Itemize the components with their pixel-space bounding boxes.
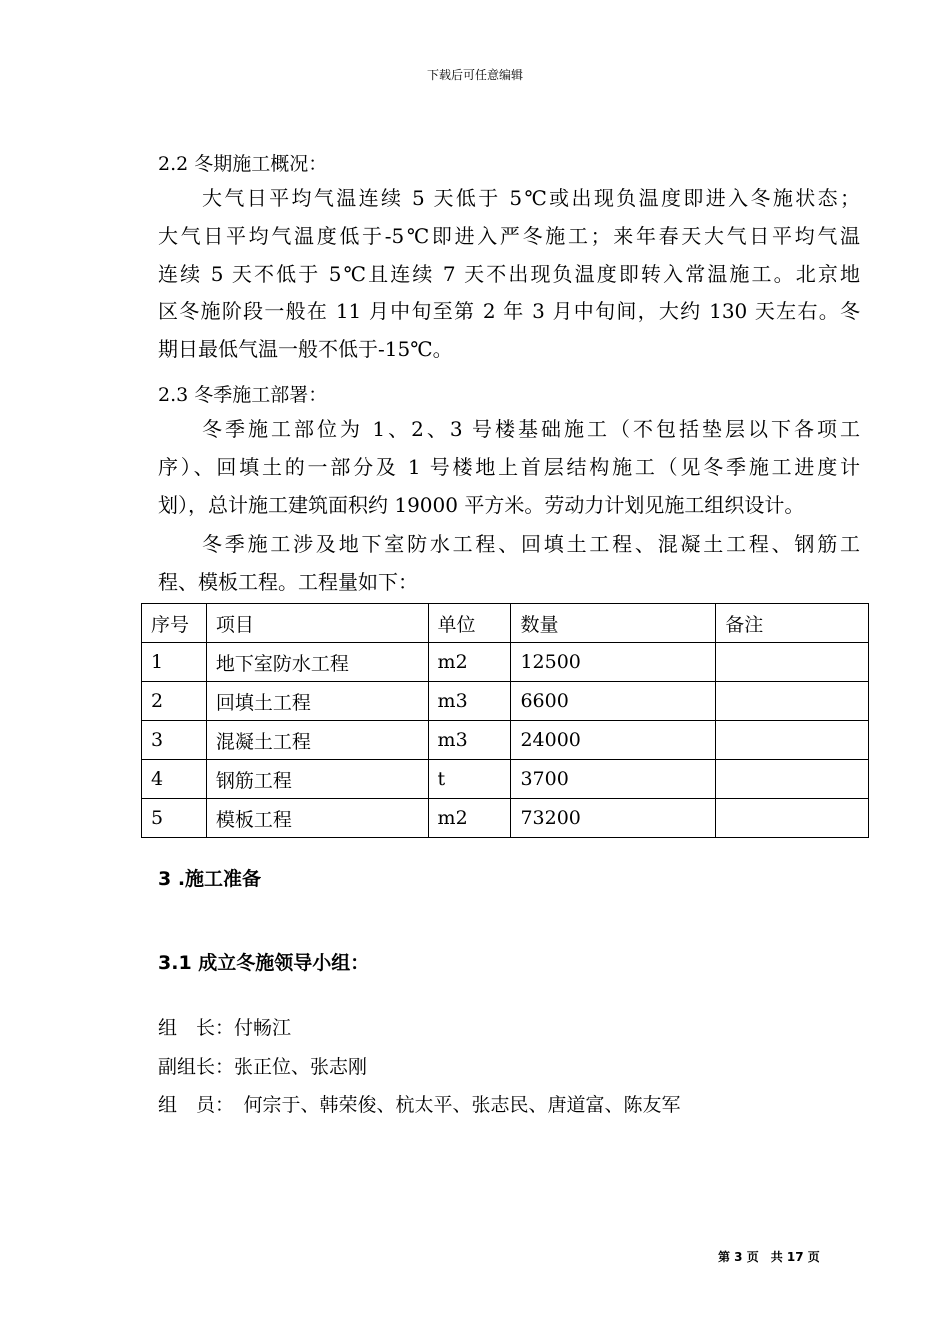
page-footer: 第 3 页 共 17 页 (718, 1250, 820, 1264)
table-cell: 模板工程 (206, 799, 428, 838)
paragraph-line: 区冬施阶段一般在 11 月中旬至第 2 年 3 月中旬间，大约 130 天左右。冬 (158, 299, 860, 324)
paragraph-line: 程、模板工程。工程量如下： (158, 569, 418, 594)
header-cell: 单位 (428, 604, 511, 643)
section-3-1-heading: 3.1 成立冬施领导小组： (158, 952, 370, 974)
header-cell: 数量 (511, 604, 716, 643)
table-cell: 3700 (511, 760, 716, 799)
page-header: 下载后可任意编辑 (426, 68, 523, 82)
section-2-3-paragraph-2 (158, 526, 860, 602)
team-deputy: 副组长：张正位、张志刚 (158, 1056, 368, 1078)
header-cell: 序号 (142, 604, 207, 643)
paragraph-line: 划），总计施工建筑面积约 19000 平方米。劳动力计划见施工组织设计。 (158, 492, 805, 517)
paragraph-line: 大气日平均气温连续 5 天低于 5℃或出现负温度即进入冬施状态； (202, 186, 860, 210)
table-row (142, 760, 869, 799)
table-cell: 6600 (511, 682, 716, 721)
paragraph-line: 序）、回填土的一部分及 1 号楼地上首层结构施工（见冬季施工进度计 (158, 454, 860, 479)
paragraph-line: 冬季施工涉及地下室防水工程、回填土工程、混凝土工程、钢筋工 (202, 532, 860, 556)
table-cell: m3 (428, 721, 511, 760)
table-cell: 1 (142, 643, 207, 682)
table-cell: m2 (428, 799, 511, 838)
table-cell: 3 (142, 721, 207, 760)
table-row (142, 799, 869, 838)
table-cell: 混凝土工程 (206, 721, 428, 760)
section-3-heading: 3 .施工准备 (158, 868, 262, 890)
table-cell: m3 (428, 682, 511, 721)
paragraph-line: 冬季施工部位为 1、2、3 号楼基础施工（不包括垫层以下各项工 (202, 417, 860, 441)
table-cell: t (428, 760, 511, 799)
table-row (142, 682, 869, 721)
section-2-3-paragraph-1 (158, 411, 860, 524)
header-cell: 项目 (206, 604, 428, 643)
section-2-3-heading: 2.3 冬季施工部署： (158, 384, 328, 406)
table-cell: 回填土工程 (206, 682, 428, 721)
table-row (142, 643, 869, 682)
table-cell (716, 760, 869, 799)
quantity-table (141, 603, 869, 838)
team-leader: 组 长：付畅江 (158, 1017, 292, 1039)
table-header-row (142, 604, 869, 643)
paragraph-line: 连续 5 天不低于 5℃且连续 7 天不出现负温度即转入常温施工。北京地 (158, 261, 860, 286)
table-cell (716, 682, 869, 721)
table-cell: 地下室防水工程 (206, 643, 428, 682)
paragraph-line: 期日最低气温一般不低于-15℃。 (158, 337, 453, 362)
table-cell: 5 (142, 799, 207, 838)
table-cell (716, 799, 869, 838)
table-row (142, 721, 869, 760)
section-2-2-paragraph (158, 180, 860, 369)
table-cell (716, 721, 869, 760)
header-cell: 备注 (716, 604, 869, 643)
table-cell: 73200 (511, 799, 716, 838)
table-cell: 24000 (511, 721, 716, 760)
table-cell: m2 (428, 643, 511, 682)
paragraph-line: 大气日平均气温度低于-5℃即进入严冬施工；来年春天大气日平均气温 (158, 223, 860, 248)
section-2-2-heading: 2.2 冬期施工概况： (158, 153, 328, 175)
team-members: 组 员： 何宗于、韩荣俊、杭太平、张志民、唐道富、陈友军 (158, 1094, 681, 1116)
table-cell: 钢筋工程 (206, 760, 428, 799)
table-cell: 4 (142, 760, 207, 799)
table-cell (716, 643, 869, 682)
table-cell: 2 (142, 682, 207, 721)
table-cell: 12500 (511, 643, 716, 682)
